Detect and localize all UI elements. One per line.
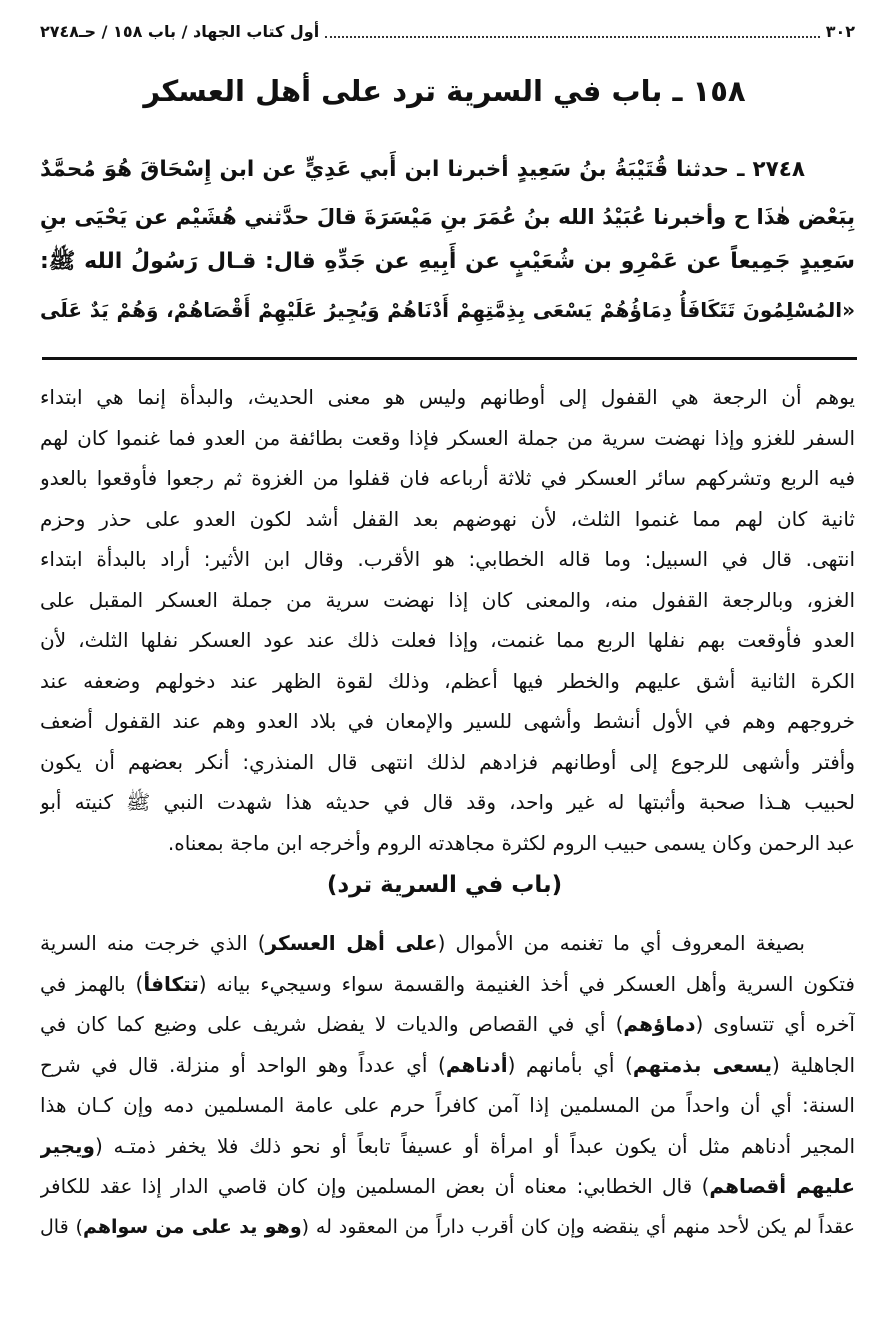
bold-term: وهو يد على من سواهم (82, 1216, 302, 1238)
text-line (40, 288, 855, 332)
text-line (40, 240, 855, 284)
text-segment: ) قال الخطابي: معناه أن بعض المسلمين وإن كان قاصي الدار إذا عقد للكافر (40, 1174, 710, 1198)
text-segment: ) قال (40, 1216, 83, 1238)
text-segment: ) أي في القصاص والديات لا يفضل شريف على وضيع كما كان في (40, 1012, 624, 1036)
footnote-divider (42, 357, 857, 360)
text-segment: لحبيب هـذا صحبة وأثبتها له غير واحد، وقد قال في حديثه هذا شهدت النبي ﷺ كنيته أبو (40, 790, 855, 814)
text-line (40, 419, 855, 457)
text-line (40, 459, 855, 497)
text-line (40, 1208, 855, 1246)
text-line (40, 148, 855, 192)
text-line (40, 743, 855, 781)
text-line (40, 1086, 855, 1124)
text-line (40, 824, 855, 862)
text-line (40, 540, 855, 578)
text-line (40, 1046, 855, 1084)
section-heading: (باب في السرية ترد) (326, 872, 563, 898)
text-segment: ٢٧٤٨ ـ حدثنا قُتَيْبَةُ بنُ سَعِيدٍ أخبرنا ابن أَبي عَدِيٍّ عن ابن إِسْحَاقَ هُوَ مُحمَّدٌ (40, 157, 805, 182)
bold-term: على أهل العسكر (265, 931, 438, 955)
text-segment: عقداً لم يكن لأحد منهم أي ينقضه وإن كان أقرب داراً من المعقود له ( (301, 1216, 855, 1238)
text-segment: الغزو، وبالرجعة القفول منه، والمعنى كان إذا نهضت سرية من جملة العسكر المقبل على (40, 588, 855, 612)
text-segment: المجير أدناهم مثل أن يكون عبداً أو امرأة أو عسيفاً تابعاً أو نحو ذلك فلا يخفر ذمتـه ( (94, 1134, 855, 1158)
text-segment: العدو فأوقعت بهم نفلها الربع مما غنمت، وإذا فعلت ذلك عند عود العسكر نفلها الثلث، لأن (40, 628, 855, 652)
text-segment: الجاهلية ( (771, 1053, 855, 1077)
text-line (40, 1167, 855, 1205)
text-line (40, 702, 855, 740)
bold-term: عليهم أقصاهم (709, 1174, 855, 1198)
running-title: أول كتاب الجهاد / باب ١٥٨ / حـ٢٧٤٨ (40, 21, 320, 41)
text-segment: ثانية كان لهم مما غنموا الثلث، لأن نهوضهم بعد القفل أشد لكون العدو على حذر وحزم (40, 507, 855, 531)
chapter-title (0, 74, 889, 108)
page-number: ٣٠٢ (825, 21, 855, 41)
chapter-number: ١٥٨ ـ (662, 74, 746, 108)
text-segment: ) أي بأمانهم ( (507, 1053, 633, 1077)
text-segment: فتكون السرية وأهل العسكر في أخذ الغنيمة والقسمة سواء وسيجيء بيانه ( (198, 972, 855, 996)
text-segment: السفر للغزو وإذا نهضت سرية من جملة العسكر فإذا وقعت بطائفة من العدو فما غنموا كان لهم (40, 426, 855, 450)
chapter-word-bab: باب (611, 74, 663, 108)
bold-term: أدناهم (445, 1053, 508, 1077)
text-segment: خروجهم وهم في الأول أنشط وأشهى للسير والإمعان في بلاد العدو وهم عند القفول أضعف (40, 709, 855, 733)
text-segment: وأفتر وأشهى للرجوع إلى أوطانهم فزادهم لذلك انتهى قال المنذري: أنكر بعضهم أن يكون (40, 750, 855, 774)
text-line (40, 581, 855, 619)
text-segment: آخره أي تتساوى ( (695, 1012, 855, 1036)
text-line (40, 783, 855, 821)
text-segment: الكرة الثانية أشق عليهم والخطر فيها أعظم، وذلك لقوة الظهر عند دخولهم وضعفه عند (40, 669, 855, 693)
text-segment: فيه الربع وتشركهم سائر العسكر في ثلاثة أرباعه فان قفلوا من الغزوة ثم رجعوا فأوقعوا بالعدو (40, 466, 855, 490)
text-line (40, 621, 855, 659)
text-line (40, 1127, 855, 1165)
chapter-title-text: في السرية ترد على أهل العسكر (143, 74, 612, 108)
bold-term: تتكافأ (143, 972, 199, 996)
text-segment: بِبَعْض هٰذَا ح وأخبرنا عُبَيْدُ الله بنُ عُمَرَ بنِ مَيْسَرَةَ قالَ حدَّثني هُشَيْم عن يَحْيَى بنِ (40, 205, 855, 229)
text-segment: ) أي عدداً وهو الواحد أو منزلة. قال في شرح (40, 1053, 446, 1077)
text-segment: السنة: أي أن واحداً من المسلمين إذا آمن كافراً حرم على عامة المسلمين دمه وإن كـان هذا (40, 1093, 855, 1117)
text-line (40, 965, 855, 1003)
bold-term: دماؤهم (623, 1012, 696, 1036)
text-segment: «المُسْلِمُونَ تَتَكَافَأُ دِمَاؤُهُمْ يَسْعَى بِذِمَّتِهِمْ أَدْنَاهُمْ وَيُجِيرُ عَلَيْهِمْ أَقْصَاهُمْ، وَهُمْ يَدٌ عَلَى (40, 298, 855, 322)
bold-term: يسعى بذمتهم (632, 1053, 772, 1077)
text-segment: يوهم أن الرجعة هي القفول إلى أوطانهم وليس هو معنى الحديث، والبدأة إنما هي ابتداء (40, 385, 855, 409)
bold-term: ويجير (40, 1134, 95, 1158)
running-header (40, 18, 855, 44)
text-segment: انتهى. قال في السبيل: وما قاله الخطابي: هو الأقرب. وقال ابن الأثير: أراد بالبدأة ابتداء (40, 547, 855, 571)
text-line (40, 1005, 855, 1043)
header-dot-leader (325, 24, 820, 38)
text-segment: ) الذي خرجت منه السرية (40, 931, 266, 955)
text-line (40, 924, 855, 962)
text-segment: سَعِيدٍ جَمِيعاً عن عَمْرِو بن شُعَيْبٍ عن أَبِيهِ عن جَدِّهِ قال: قـال رَسُولُ الله ﷺ: (40, 249, 855, 274)
text-segment: عبد الرحمن وكان يسمى حبيب الروم لكثرة مجاهدته الروم وأخرجه ابن ماجة بمعناه. (167, 831, 855, 855)
text-line (40, 662, 855, 700)
text-line (40, 500, 855, 538)
text-segment: ) بالهمز في (40, 972, 144, 996)
text-line (40, 195, 855, 239)
text-segment: بصيغة المعروف أي ما تغنمه من الأموال ( (437, 931, 805, 955)
text-line (40, 378, 855, 416)
